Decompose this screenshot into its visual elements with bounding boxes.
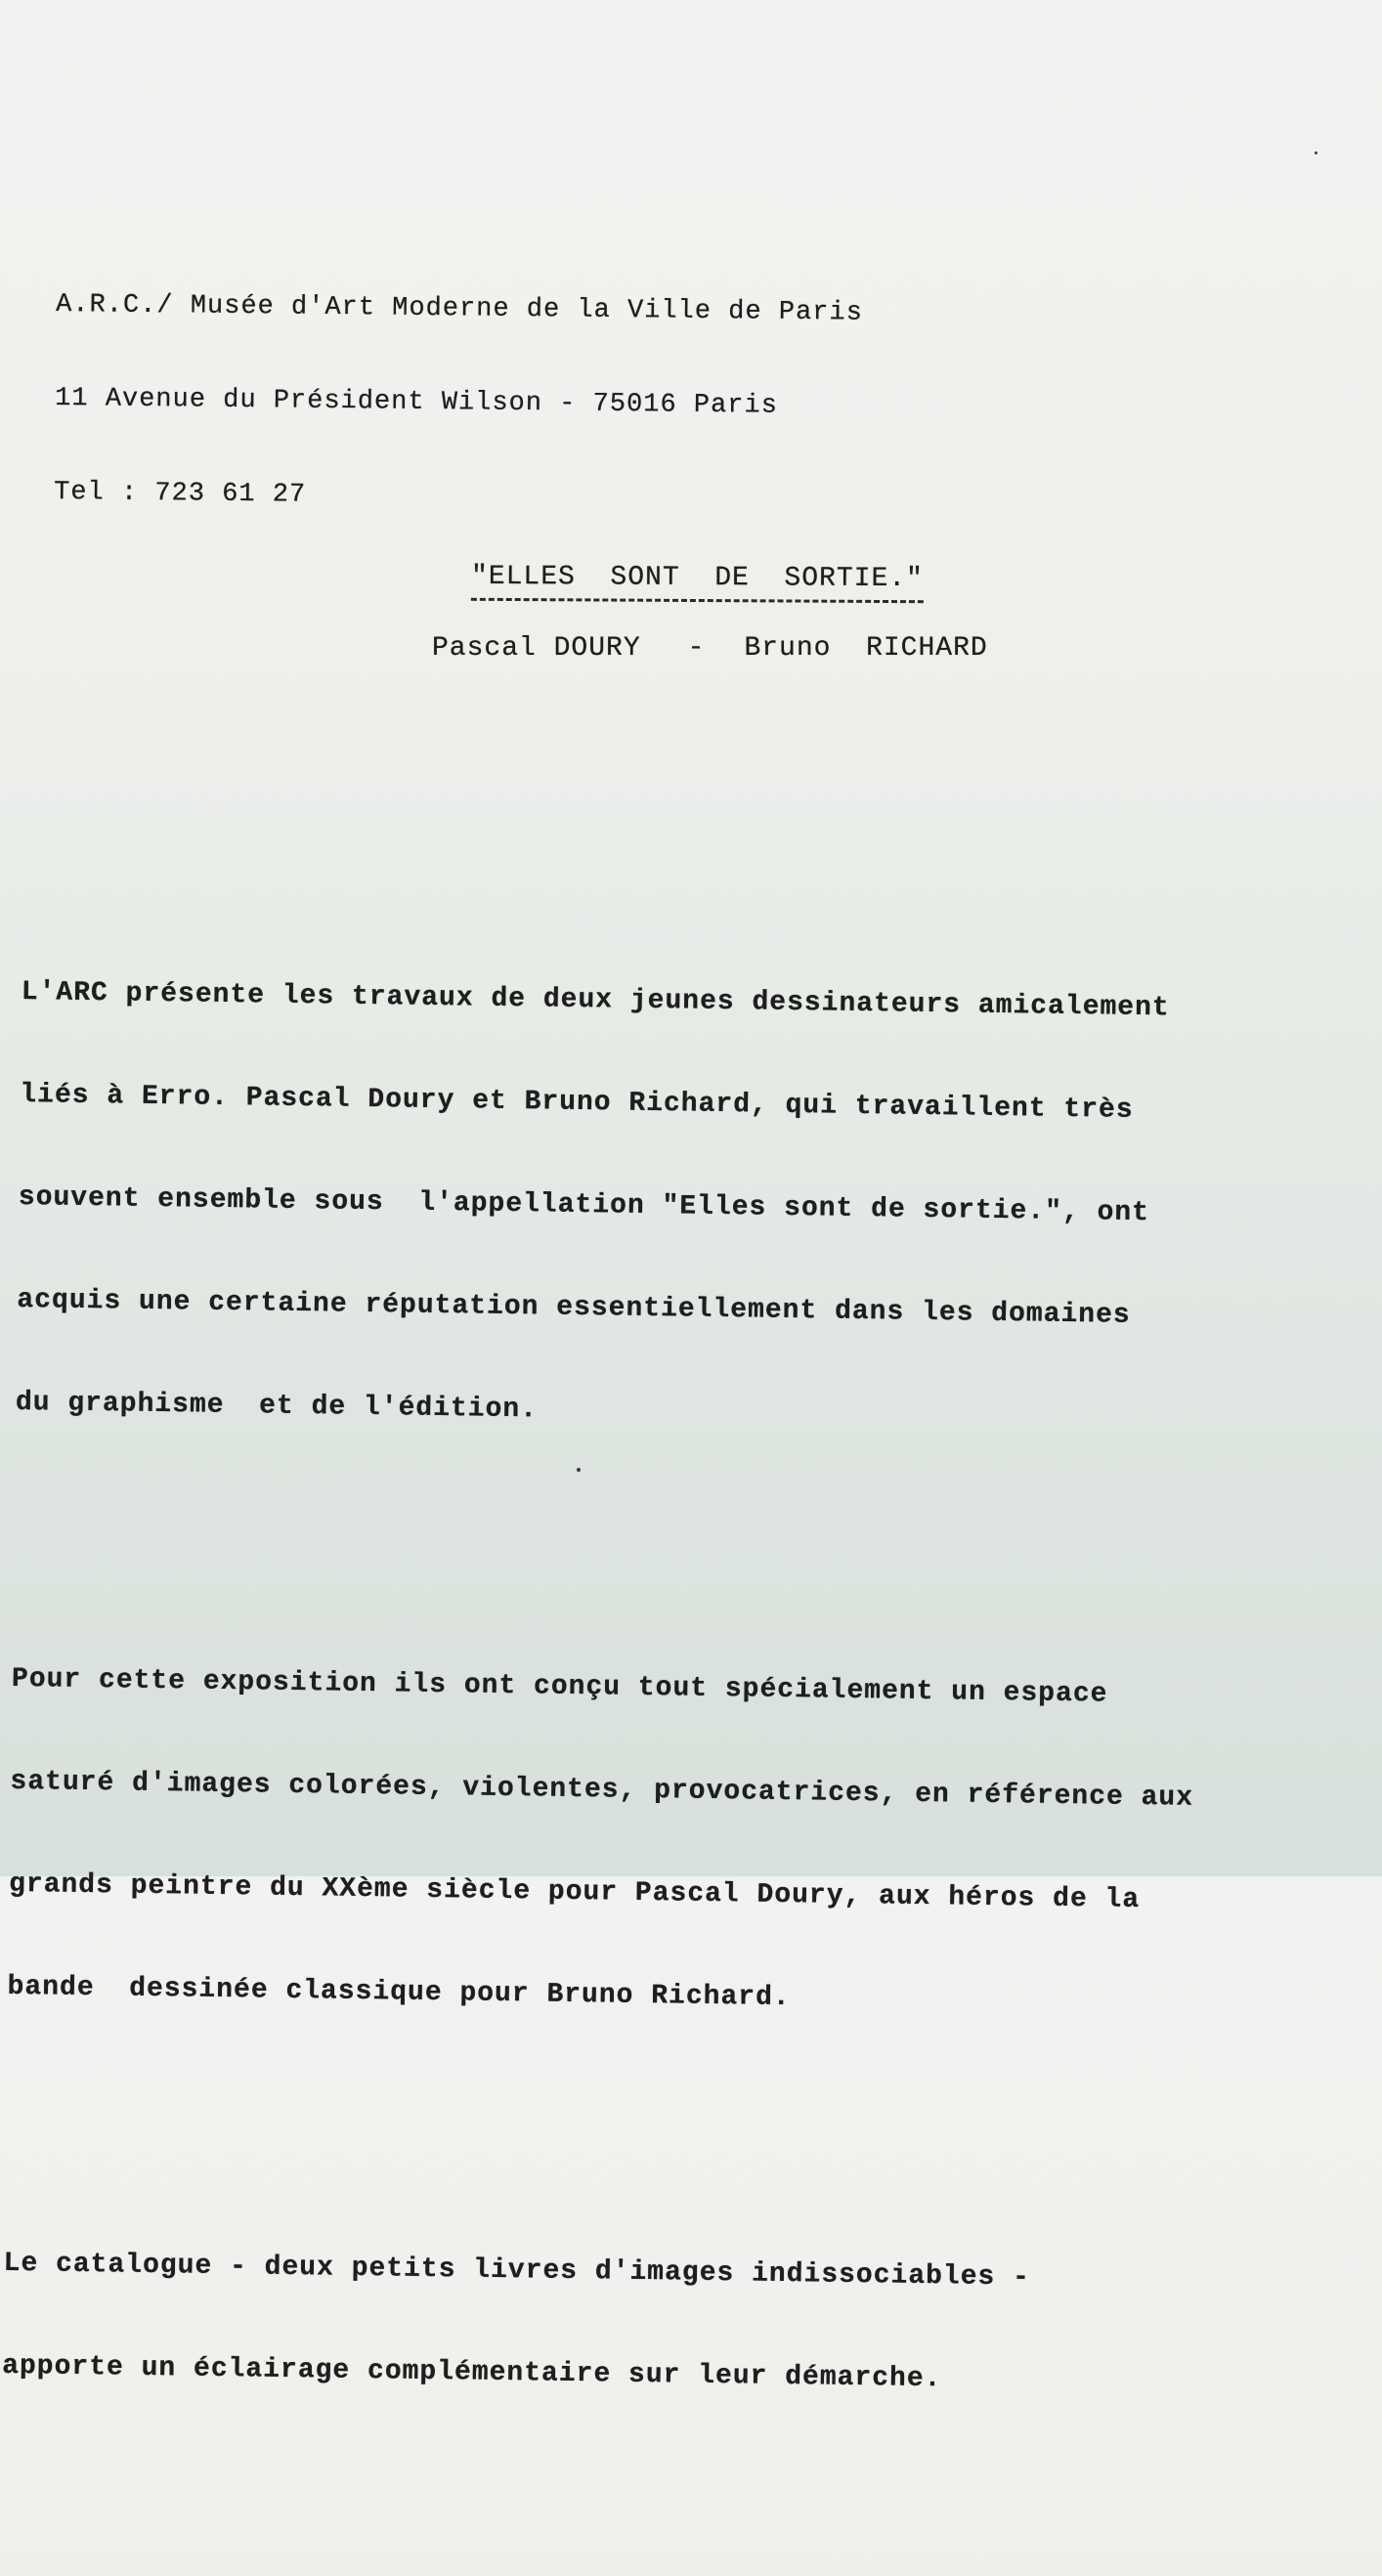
text-line: liés à Erro. Pascal Doury et Bruno Richard, qui travaillent très bbox=[20, 1079, 1134, 1126]
authors-line bbox=[432, 632, 988, 665]
paper-speck bbox=[1315, 151, 1317, 154]
paragraph-exhibition bbox=[6, 1594, 1352, 2091]
body-text bbox=[0, 838, 1362, 2576]
address-line-phone: Tel : 723 61 27 bbox=[53, 477, 307, 510]
address-line-institution: A.R.C./ Musée d'Art Moderne de la Ville de Paris bbox=[56, 289, 864, 328]
text-line: apporte un éclairage complémentaire sur leur démarche. bbox=[1, 2350, 942, 2395]
letterhead-address bbox=[53, 227, 863, 580]
text-line: grands peintre du XXème siècle pour Pascal Doury, aux héros de la bbox=[8, 1868, 1141, 1916]
address-line-street: 11 Avenue du Président Wilson - 75016 Paris bbox=[54, 383, 778, 421]
text-line: saturé d'images colorées, violentes, provocatrices, en référence aux bbox=[10, 1766, 1194, 1814]
text-line: acquis une certaine réputation essentiellement dans les domaines bbox=[17, 1284, 1131, 1331]
paragraph-catalogue bbox=[1, 2178, 1344, 2470]
text-line: du graphisme et de l'édition. bbox=[15, 1387, 539, 1426]
paper-speck bbox=[577, 1468, 581, 1472]
text-line: bande dessinée classique pour Bruno Richard. bbox=[7, 1971, 791, 2014]
author-separator: - bbox=[687, 633, 706, 664]
author-first: Pascal DOURY bbox=[432, 633, 641, 664]
text-line: souvent ensemble sous l'appellation "Elles sont de sortie.", ont bbox=[18, 1181, 1150, 1229]
paragraph-intro bbox=[15, 907, 1361, 1507]
text-line: L'ARC présente les travaux de deux jeunes dessinateurs amicalement bbox=[21, 976, 1170, 1024]
author-second: Bruno RICHARD bbox=[744, 633, 988, 664]
text-line: Pour cette exposition ils ont conçu tout spécialement un espace bbox=[11, 1663, 1108, 1710]
text-line: Le catalogue - deux petits livres d'images indissociables - bbox=[3, 2248, 1031, 2294]
exhibition-title: "ELLES SONT DE SORTIE." bbox=[471, 561, 924, 603]
